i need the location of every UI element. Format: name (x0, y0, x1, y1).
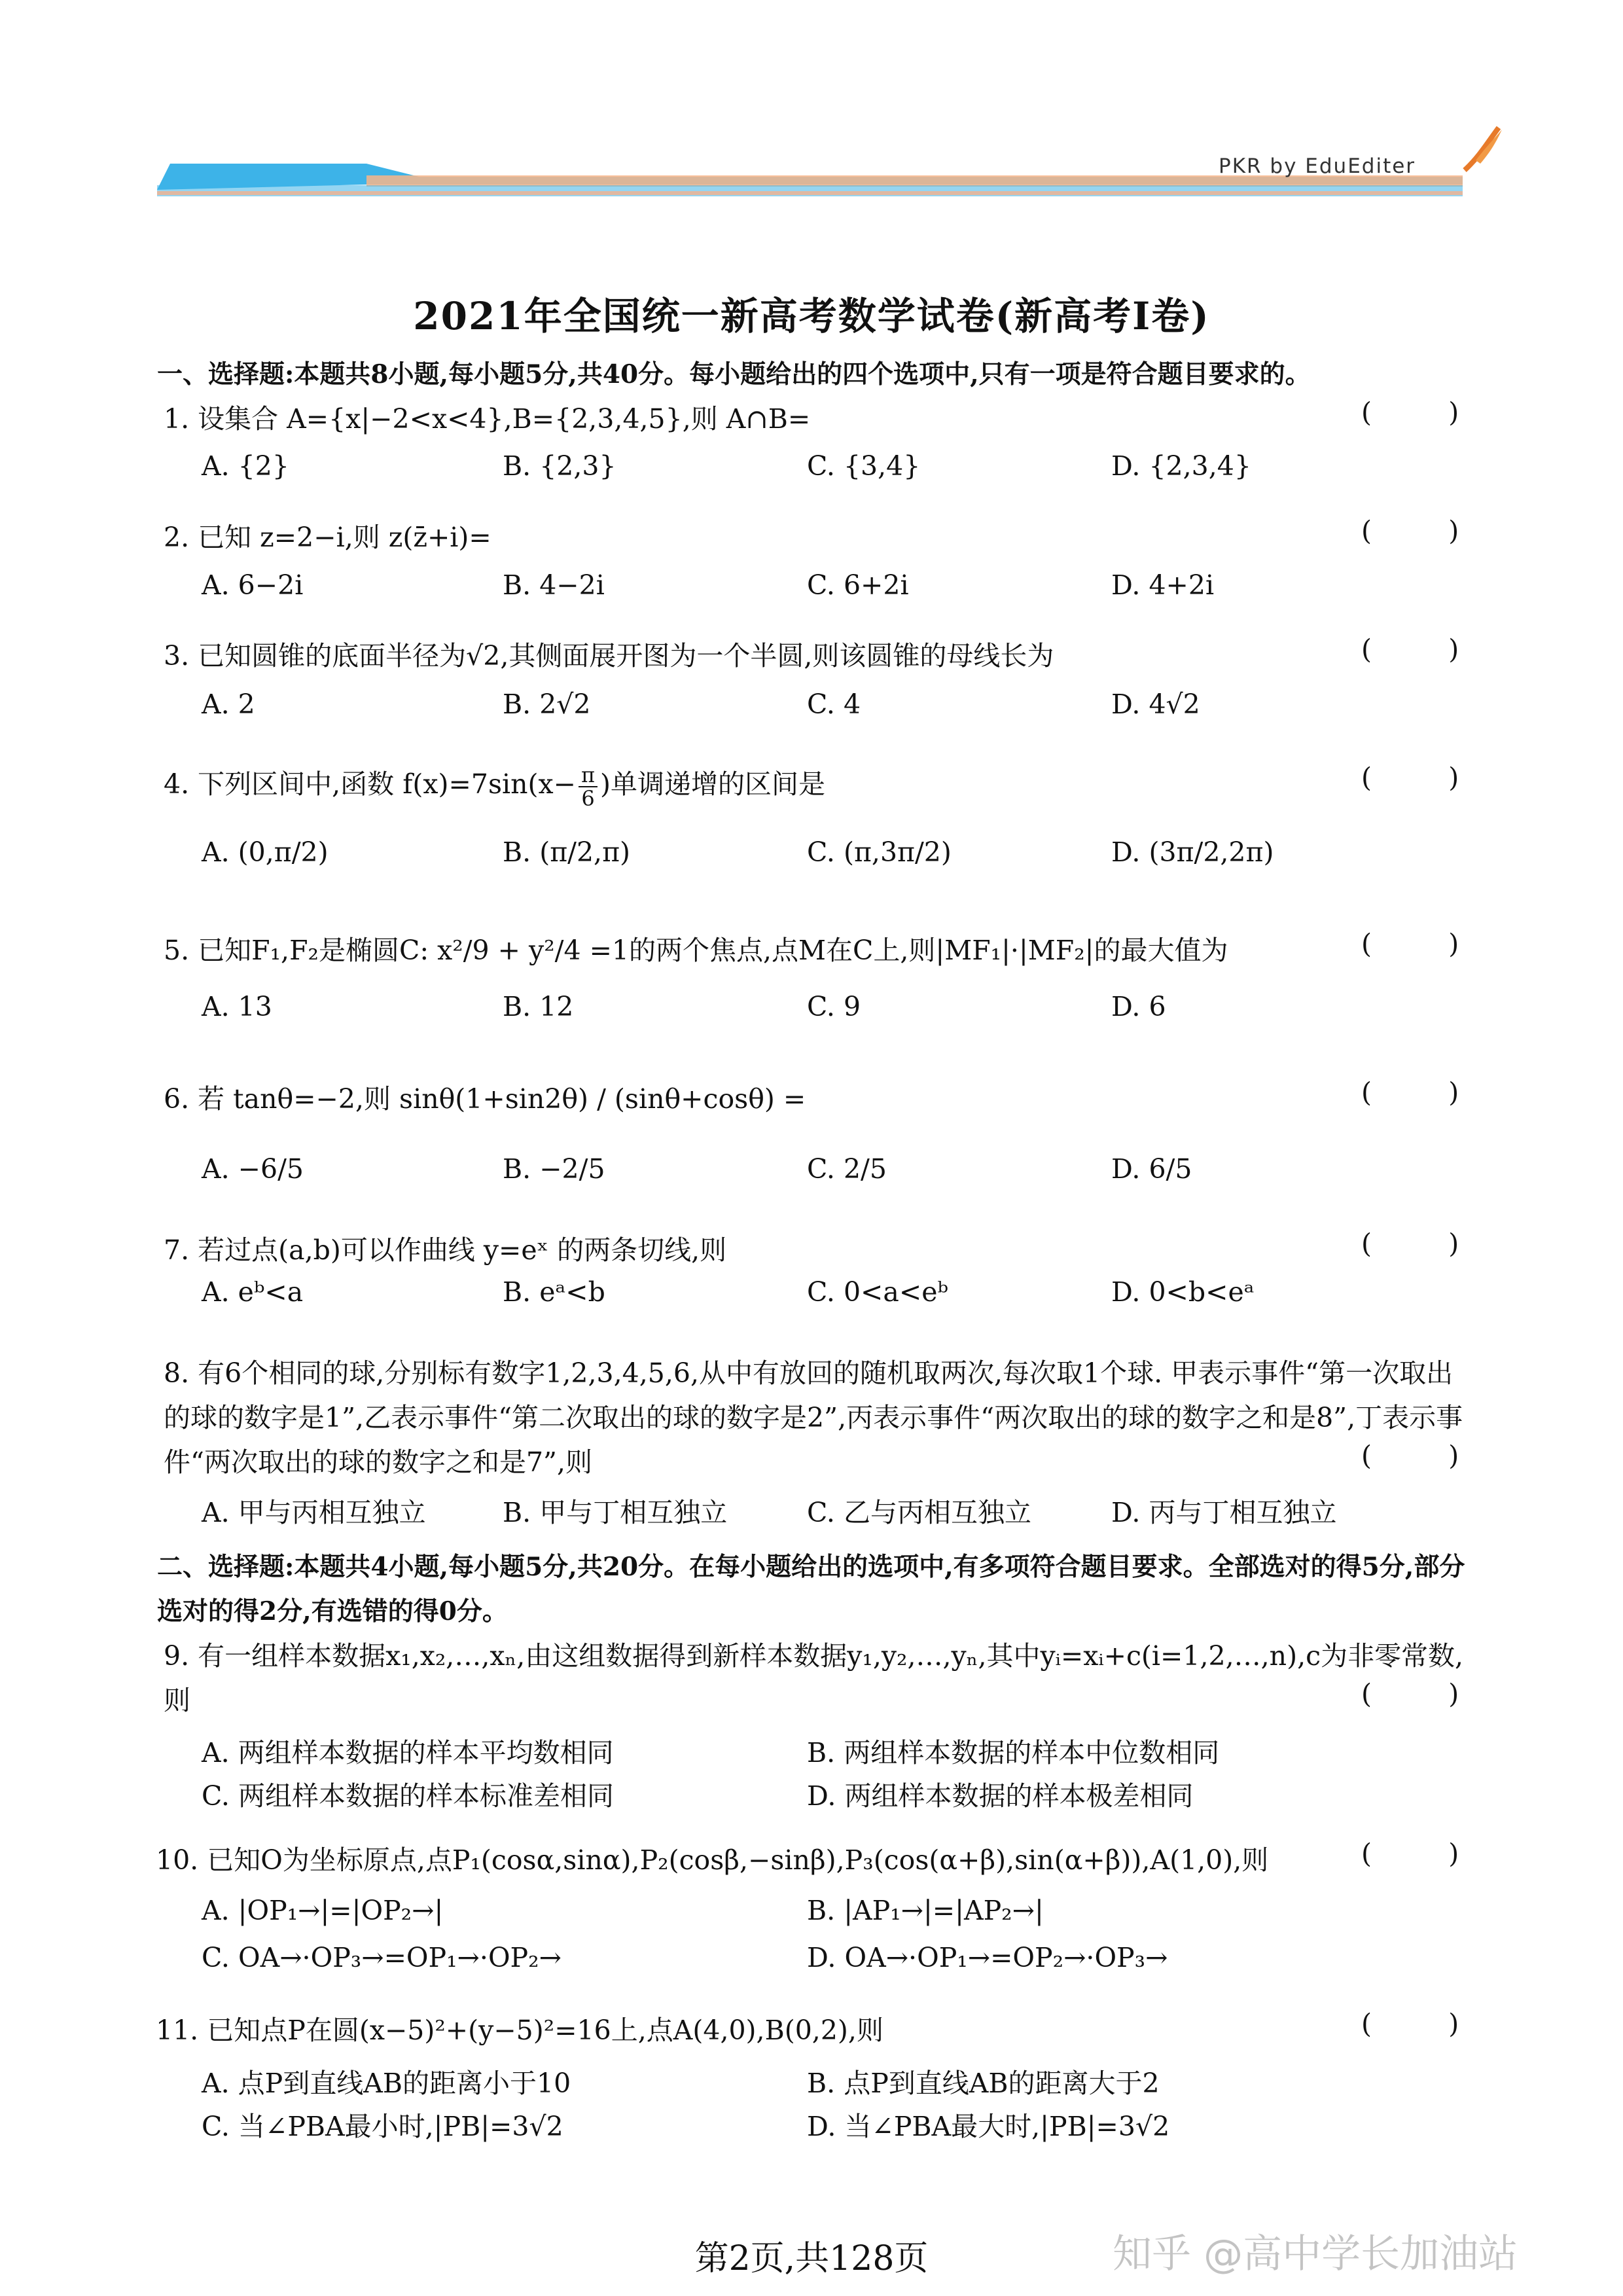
question-4 (164, 762, 1479, 810)
option-b: B. 4−2i (503, 569, 605, 601)
option-c: C. 当∠PBA最小时,|PB|=3√2 (202, 2111, 563, 2142)
answer-paren: ( ) (1361, 762, 1459, 793)
answer-paren: ( ) (1361, 397, 1459, 428)
option-c: C. 9 (807, 991, 861, 1022)
option-a: A. |OP₁→|=|OP₂→| (202, 1895, 444, 1926)
option-b: B. {2,3} (503, 450, 616, 482)
option-b: B. −2/5 (503, 1153, 605, 1185)
answer-paren: ( ) (1361, 1838, 1459, 1869)
option-b: B. |AP₁→|=|AP₂→| (807, 1895, 1044, 1926)
option-b: B. 12 (503, 991, 574, 1022)
answer-paren: ( ) (1361, 1440, 1459, 1471)
page-footer: 第2页,共128页 (694, 2239, 929, 2278)
option-c: C. 2/5 (807, 1153, 887, 1185)
option-d: D. 4√2 (1111, 689, 1200, 720)
option-a: A. 6−2i (202, 569, 304, 601)
option-a: A. −6/5 (202, 1153, 304, 1185)
option-d: D. 当∠PBA最大时,|PB|=3√2 (807, 2111, 1170, 2142)
option-c: C. 4 (807, 689, 861, 720)
question-7: 7. 若过点(a,b)可以作曲线 y=eˣ 的两条切线,则 (164, 1234, 727, 1266)
answer-paren: ( ) (1361, 1077, 1459, 1108)
section-heading-1: 一、选择题:本题共8小题,每小题5分,共40分。每小题给出的四个选项中,只有一项是符合题目要求的。 (157, 359, 1311, 389)
question-3: 3. 已知圆锥的底面半径为√2,其侧面展开图为一个半圆,则该圆锥的母线长为 (164, 640, 1054, 672)
option-d: D. OA→·OP₁→=OP₂→·OP₃→ (807, 1942, 1168, 1973)
option-d: D. 6/5 (1111, 1153, 1192, 1185)
option-a: A. 点P到直线AB的距离小于10 (202, 2068, 571, 2099)
option-d: D. 0<b<eᵃ (1111, 1276, 1255, 1308)
brand-text: PKR by EduEditer (1219, 154, 1416, 178)
option-d: D. {2,3,4} (1111, 450, 1251, 482)
question-9: 9. 有一组样本数据x₁,x₂,…,xₙ,由这组数据得到新样本数据y₁,y₂,…,yₙ,其中yᵢ=xᵢ+c(i=1,2,…,n),c为非零常数,则 (164, 1640, 1464, 1716)
option-a: A. 甲与丙相互独立 (202, 1497, 426, 1528)
option-b: B. 2√2 (503, 689, 591, 720)
option-c: C. {3,4} (807, 450, 921, 482)
section-heading-2: 二、选择题:本题共4小题,每小题5分,共20分。在每小题给出的选项中,有多项符合题目要求。全部选对的得5分,部分选对的得2分,有选错的得0分。 (157, 1552, 1465, 1626)
question-5: 5. 已知F₁,F₂是椭圆C: x²/9 + y²/4 =1的两个焦点,点M在C上,则|MF₁|·|MF₂|的最大值为 (164, 935, 1228, 966)
question-1: 1. 设集合 A={x|−2<x<4},B={2,3,4,5},则 A∩B= (164, 403, 811, 435)
answer-paren: ( ) (1361, 1228, 1459, 1259)
answer-paren: ( ) (1361, 634, 1459, 665)
option-b: B. eᵃ<b (503, 1276, 605, 1308)
header-banner (0, 0, 1623, 223)
option-d: D. 两组样本数据的样本极差相同 (807, 1780, 1194, 1812)
question-4-stem-post: )单调递增的区间是 (600, 768, 826, 800)
option-a: A. 13 (202, 991, 272, 1022)
option-c: C. 6+2i (807, 569, 909, 601)
option-a: A. 两组样本数据的样本平均数相同 (202, 1737, 614, 1768)
question-10: 10. 已知O为坐标原点,点P₁(cosα,sinα),P₂(cosβ,−sinβ),P₃(cos(α+β),sin(α+β)),A(1,0),则 (156, 1844, 1269, 1876)
option-b: B. 甲与丁相互独立 (503, 1497, 728, 1528)
answer-paren: ( ) (1361, 2008, 1459, 2039)
option-d: D. (3π/2,2π) (1111, 836, 1274, 868)
question-4-stem-pre: 4. 下列区间中,函数 f(x)=7sin(x− (164, 768, 576, 800)
option-b: B. (π/2,π) (503, 836, 631, 868)
fraction-pi-6: $\frac{\pi}{6}$ (579, 764, 597, 810)
option-c: C. (π,3π/2) (807, 836, 952, 868)
page-title: 2021年全国统一新高考数学试卷(新高考Ⅰ卷) (413, 294, 1210, 338)
option-c: C. 两组样本数据的样本标准差相同 (202, 1780, 614, 1812)
option-a: A. {2} (202, 450, 289, 482)
option-c: C. 0<a<eᵇ (807, 1276, 948, 1308)
answer-paren: ( ) (1361, 515, 1459, 547)
option-d: D. 4+2i (1111, 569, 1215, 601)
question-6: 6. 若 tanθ=−2,则 sinθ(1+sin2θ) / (sinθ+cosθ) = (164, 1083, 806, 1115)
option-a: A. 2 (202, 689, 255, 720)
option-b: B. 两组样本数据的样本中位数相同 (807, 1737, 1220, 1768)
option-a: A. (0,π/2) (202, 836, 329, 868)
watermark: 知乎 @高中学长加油站 (1113, 2231, 1518, 2277)
option-d: D. 6 (1111, 991, 1166, 1022)
answer-paren: ( ) (1361, 928, 1459, 960)
option-a: A. eᵇ<a (202, 1276, 304, 1308)
option-c: C. OA→·OP₃→=OP₁→·OP₂→ (202, 1942, 562, 1973)
question-8: 8. 有6个相同的球,分别标有数字1,2,3,4,5,6,从中有放回的随机取两次,每次取1个球. 甲表示事件“第一次取出的球的数字是1”,乙表示事件“第二次取出的球的数字是2”,丙表示事件“两次取出的球的数字之和是8”,丁表示事件“两次取出的球的数字之和是7”,则 (164, 1357, 1463, 1478)
question-11: 11. 已知点P在圆(x−5)²+(y−5)²=16上,点A(4,0),B(0,2),则 (156, 2015, 883, 2046)
answer-paren: ( ) (1361, 1678, 1459, 1710)
option-d: D. 丙与丁相互独立 (1111, 1497, 1337, 1528)
option-c: C. 乙与丙相互独立 (807, 1497, 1031, 1528)
option-b: B. 点P到直线AB的距离大于2 (807, 2068, 1160, 2099)
question-2: 2. 已知 z=2−i,则 z(z̄+i)= (164, 522, 491, 553)
